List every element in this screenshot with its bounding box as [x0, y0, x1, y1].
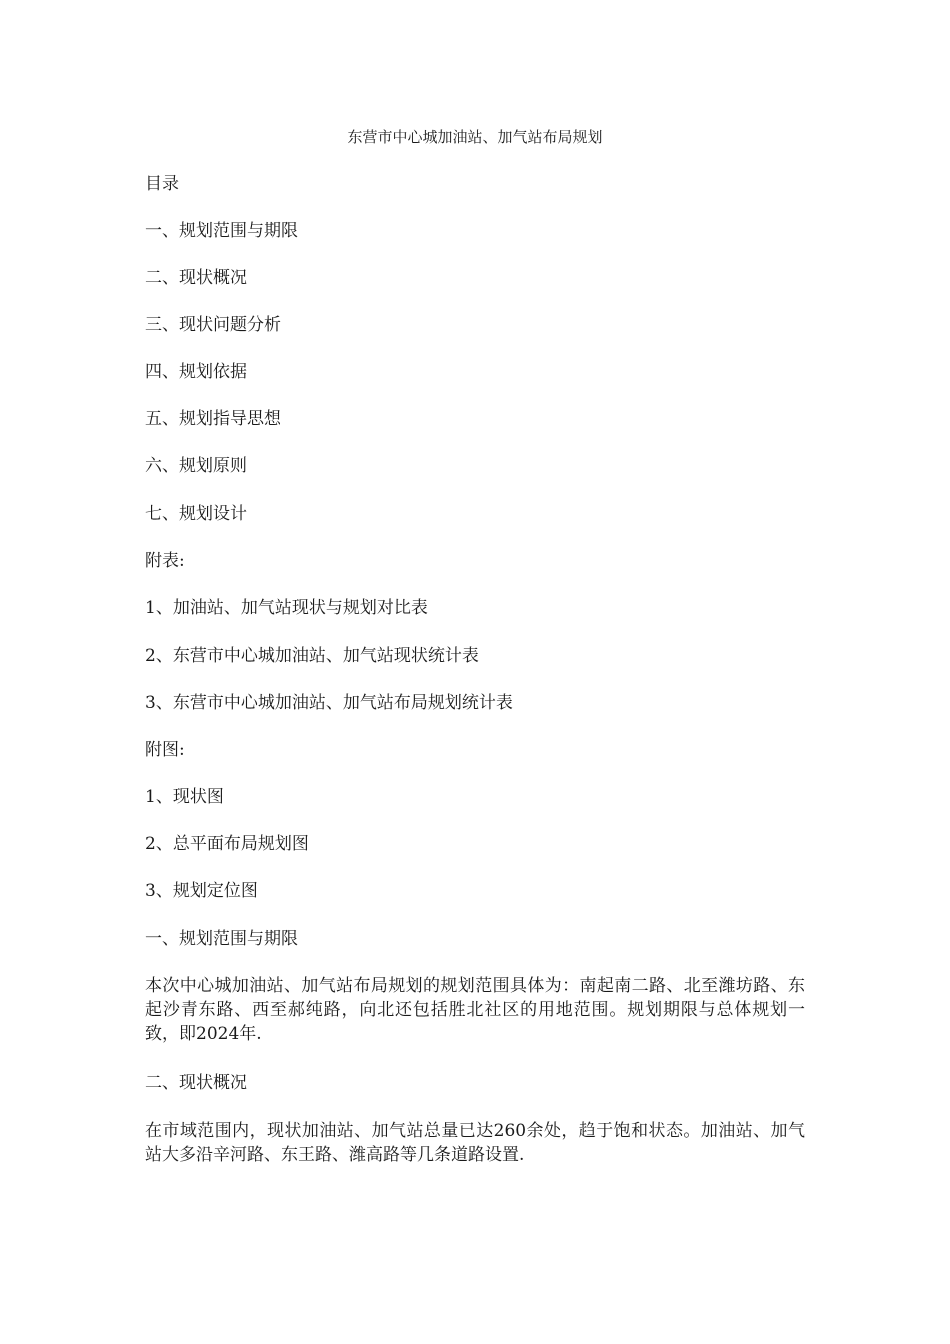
- toc-item-problems: 三、现状问题分析: [145, 315, 281, 335]
- section-heading-scope: 一、规划范围与期限: [145, 929, 298, 949]
- figure-list-item: 2、总平面布局规划图: [145, 834, 309, 854]
- figure-list-item: 3、规划定位图: [145, 881, 258, 901]
- toc-item-design: 七、规划设计: [145, 504, 247, 524]
- figures-heading: 附图:: [145, 740, 185, 760]
- toc-heading: 目录: [145, 174, 179, 194]
- section-body-scope: 本次中心城加油站、加气站布局规划的规划范围具体为：南起南二路、北至潍坊路、东起沙青东路、西至郝纯路，向北还包括胜北社区的用地范围。规划期限与总体规划一致，即2024年.: [145, 976, 805, 1044]
- figure-list-item: 1、现状图: [145, 787, 224, 807]
- toc-item-status: 二、现状概况: [145, 268, 247, 288]
- document-title: 东营市中心城加油站、加气站布局规划: [347, 128, 603, 146]
- table-list-item: 3、东营市中心城加油站、加气站布局规划统计表: [145, 693, 513, 713]
- toc-item-basis: 四、规划依据: [145, 362, 247, 382]
- tables-heading: 附表:: [145, 551, 185, 571]
- section-body-status: 在市域范围内，现状加油站、加气站总量已达260余处，趋于饱和状态。加油站、加气站大多沿辛河路、东王路、潍高路等几条道路设置.: [145, 1121, 805, 1165]
- section-heading-status: 二、现状概况: [145, 1073, 247, 1093]
- table-list-item: 1、加油站、加气站现状与规划对比表: [145, 598, 428, 618]
- table-list-item: 2、东营市中心城加油站、加气站现状统计表: [145, 646, 479, 666]
- toc-item-guiding-ideas: 五、规划指导思想: [145, 409, 281, 429]
- toc-item-principles: 六、规划原则: [145, 456, 247, 476]
- toc-item-scope: 一、规划范围与期限: [145, 221, 298, 241]
